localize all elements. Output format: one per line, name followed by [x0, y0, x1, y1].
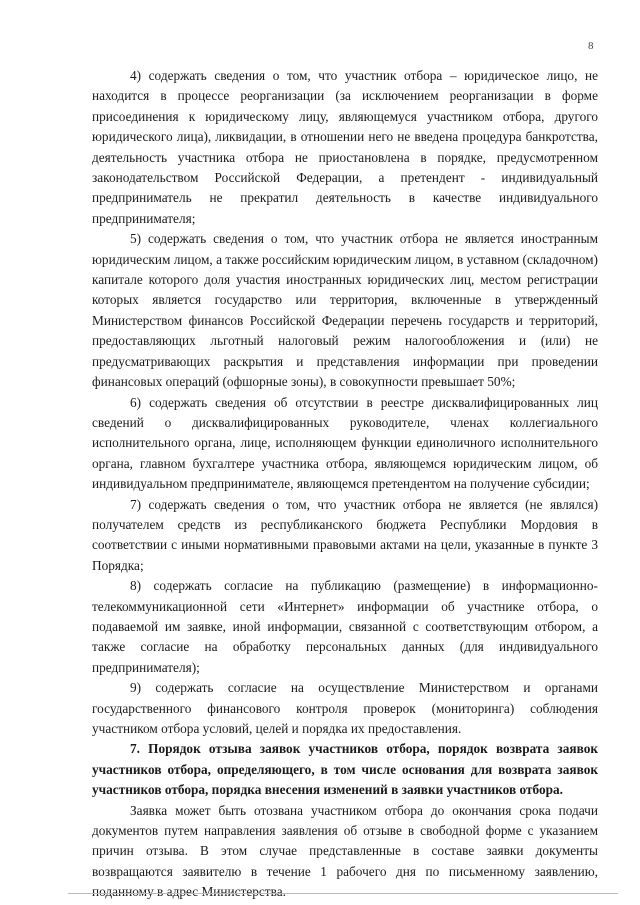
paragraph-item-9: 9) содержать согласие на осуществление Министерством и органами государственного финансового контроля проверок (мониторинга) соблюдения участником отбора условий, целей и порядка их предоставления. — [92, 680, 598, 736]
paragraph-item-5: 5) содержать сведения о том, что участник отбора не является иностранным юридическим лицом, а также российским юридическим лицом, в уставном (складочном) капитале которого доля участия иностранных юридических лиц, местом регистрации которых является государство или территория, включенные в утвержденный Министерством финансов Российской Федерации перечень государств и территорий, предоставляющих льготный налоговый режим налогообложения и (или) не предусматривающих раскрытия и представления информации при проведении финансовых операций (офшорные зоны), в совокупности превышает 50%; — [92, 231, 598, 390]
paragraph-item-6: 6) содержать сведения об отсутствии в реестре дисквалифицированных лиц сведений о дисквалифицированных руководителе, членах коллегиального исполнительного органа, лице, исполняющем функции единоличного исполнительного органа, главном бухгалтере участника отбора, являющемся юридическим лицом, об индивидуальном предпринимателе, являющемся претендентом на получение субсидии; — [92, 394, 598, 492]
page-number: 8 — [588, 40, 594, 52]
paragraph-item-8: 8) содержать согласие на публикацию (размещение) в информационно-телекоммуникационной сети «Интернет» информации об участнике отбора, о подаваемой им заявке, иной информации, связанной с соответствующим отбором, а также согласие на обработку персональных данных (для индивидуального предпринимателя); — [92, 578, 598, 675]
paragraph-item-7: 7) содержать сведения о том, что участник отбора не является (не являлся) получателем средств из республиканского бюджета Республики Мордовия в соответствии с иными нормативными правовыми актами на цели, указанные в пункте 3 Порядка; — [92, 496, 598, 573]
paragraph-item-4: 4) содержать сведения о том, что участник отбора – юридическое лицо, не находится в процессе реорганизации (за исключением реорганизации в форме присоединения к юридическому лицу, являющемуся участником отбора, другого юридического лица), ликвидации, в отношении него не введена процедура банкротства, деятельность участника отбора не приостановлена в порядке, предусмотренном законодательством Российской Федерации, а претендент - индивидуальный предприниматель не прекратил деятельность в качестве индивидуального предпринимателя; — [92, 68, 598, 226]
bottom-rule — [68, 893, 618, 894]
section-heading: 7. Порядок отзыва заявок участников отбора, порядок возврата заявок участников отбора, определяющего, в том числе основания для возврата заявок участников отбора, порядка внесения изменений в заявки участников отбора. — [92, 741, 598, 798]
closing-paragraph: Заявка может быть отозвана участником отбора до окончания срока подачи документов путем направления заявления об отзыве в свободной форме с указанием причин отзыва. В этом случае представленные в составе заявки документы возвращаются заявителю в течение 1 рабочего дня по письменному заявлению, поданному в адрес Министерства. — [92, 802, 598, 900]
document-body — [92, 66, 598, 903]
